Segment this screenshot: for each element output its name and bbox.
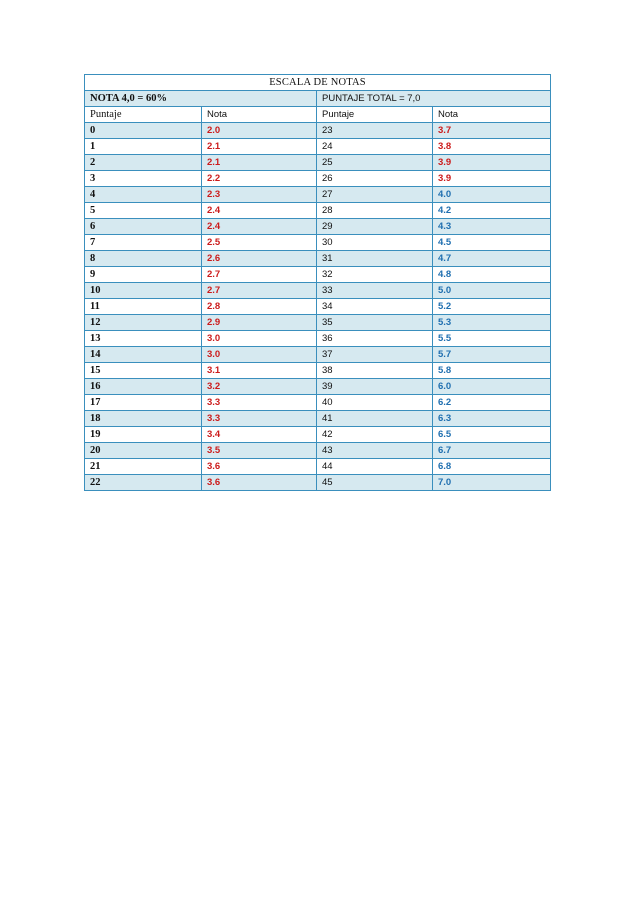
puntaje-cell-left: 20 (85, 443, 202, 459)
nota-cell-right: 6.2 (433, 395, 551, 411)
table-row (85, 379, 551, 395)
nota-cell-left: 2.0 (202, 123, 317, 139)
table-row (85, 219, 551, 235)
nota-cell-right: 7.0 (433, 475, 551, 491)
puntaje-cell-left: 3 (85, 171, 202, 187)
table-row (85, 475, 551, 491)
grade-scale-table (84, 74, 551, 491)
table-row (85, 123, 551, 139)
puntaje-cell-right: 43 (317, 443, 433, 459)
table-row (85, 171, 551, 187)
table-row (85, 315, 551, 331)
puntaje-cell-right: 32 (317, 267, 433, 283)
table-header-row (85, 107, 551, 123)
nota-cell-right: 6.3 (433, 411, 551, 427)
table-row (85, 155, 551, 171)
puntaje-cell-right: 44 (317, 459, 433, 475)
nota-cell-left: 3.0 (202, 347, 317, 363)
table-row (85, 267, 551, 283)
puntaje-cell-left: 2 (85, 155, 202, 171)
puntaje-cell-right: 26 (317, 171, 433, 187)
table-row (85, 427, 551, 443)
table-row (85, 331, 551, 347)
nota-cell-right: 6.7 (433, 443, 551, 459)
nota-cell-left: 2.2 (202, 171, 317, 187)
puntaje-cell-right: 35 (317, 315, 433, 331)
table-row (85, 395, 551, 411)
table-row (85, 187, 551, 203)
nota-cell-left: 3.5 (202, 443, 317, 459)
puntaje-cell-right: 33 (317, 283, 433, 299)
puntaje-cell-right: 36 (317, 331, 433, 347)
table-row (85, 283, 551, 299)
nota-cell-right: 6.8 (433, 459, 551, 475)
nota-cell-left: 2.8 (202, 299, 317, 315)
nota-cell-right: 3.9 (433, 171, 551, 187)
table-row (85, 443, 551, 459)
puntaje-cell-right: 41 (317, 411, 433, 427)
puntaje-cell-left: 22 (85, 475, 202, 491)
puntaje-cell-left: 6 (85, 219, 202, 235)
puntaje-cell-left: 13 (85, 331, 202, 347)
puntaje-cell-left: 19 (85, 427, 202, 443)
nota-cell-left: 2.1 (202, 139, 317, 155)
puntaje-cell-right: 45 (317, 475, 433, 491)
nota-cell-left: 3.4 (202, 427, 317, 443)
table-row (85, 139, 551, 155)
puntaje-cell-right: 38 (317, 363, 433, 379)
nota-cell-left: 3.1 (202, 363, 317, 379)
nota-cell-right: 5.5 (433, 331, 551, 347)
puntaje-cell-left: 15 (85, 363, 202, 379)
puntaje-cell-left: 10 (85, 283, 202, 299)
table-title: ESCALA DE NOTAS (85, 75, 551, 91)
table-title-row (85, 75, 551, 91)
puntaje-cell-left: 17 (85, 395, 202, 411)
puntaje-cell-right: 34 (317, 299, 433, 315)
nota-cell-left: 3.3 (202, 395, 317, 411)
nota-cell-right: 3.9 (433, 155, 551, 171)
table-row (85, 203, 551, 219)
puntaje-cell-right: 40 (317, 395, 433, 411)
puntaje-cell-right: 31 (317, 251, 433, 267)
nota-cell-left: 2.4 (202, 219, 317, 235)
puntaje-cell-left: 11 (85, 299, 202, 315)
puntaje-cell-left: 8 (85, 251, 202, 267)
nota-cell-right: 6.5 (433, 427, 551, 443)
nota-cell-right: 5.7 (433, 347, 551, 363)
table-info-row (85, 91, 551, 107)
nota-cell-left: 3.6 (202, 475, 317, 491)
table-body (85, 75, 551, 491)
puntaje-cell-left: 7 (85, 235, 202, 251)
nota-cell-left: 2.7 (202, 283, 317, 299)
total-score-info: PUNTAJE TOTAL = 7,0 (317, 91, 551, 107)
nota-cell-left: 3.6 (202, 459, 317, 475)
puntaje-cell-right: 29 (317, 219, 433, 235)
nota-cell-left: 3.0 (202, 331, 317, 347)
nota-cell-left: 3.3 (202, 411, 317, 427)
table-row (85, 459, 551, 475)
header-puntaje-left: Puntaje (85, 107, 202, 123)
puntaje-cell-left: 0 (85, 123, 202, 139)
nota-cell-right: 4.2 (433, 203, 551, 219)
header-nota-left: Nota (202, 107, 317, 123)
puntaje-cell-left: 12 (85, 315, 202, 331)
puntaje-cell-right: 25 (317, 155, 433, 171)
nota-cell-left: 2.5 (202, 235, 317, 251)
puntaje-cell-right: 24 (317, 139, 433, 155)
nota-cell-right: 4.5 (433, 235, 551, 251)
nota-cell-left: 2.1 (202, 155, 317, 171)
header-nota-right: Nota (433, 107, 551, 123)
nota-cell-left: 2.7 (202, 267, 317, 283)
puntaje-cell-left: 21 (85, 459, 202, 475)
nota-cell-right: 4.3 (433, 219, 551, 235)
puntaje-cell-right: 42 (317, 427, 433, 443)
puntaje-cell-right: 27 (317, 187, 433, 203)
puntaje-cell-right: 37 (317, 347, 433, 363)
nota-cell-right: 5.8 (433, 363, 551, 379)
header-puntaje-right: Puntaje (317, 107, 433, 123)
table-row (85, 363, 551, 379)
table-row (85, 251, 551, 267)
puntaje-cell-right: 30 (317, 235, 433, 251)
nota-cell-right: 5.0 (433, 283, 551, 299)
puntaje-cell-right: 39 (317, 379, 433, 395)
puntaje-cell-right: 23 (317, 123, 433, 139)
nota-cell-left: 3.2 (202, 379, 317, 395)
puntaje-cell-left: 4 (85, 187, 202, 203)
table-row (85, 411, 551, 427)
nota-cell-right: 4.8 (433, 267, 551, 283)
table-row (85, 235, 551, 251)
passing-grade-info: NOTA 4,0 = 60% (85, 91, 317, 107)
nota-cell-left: 2.3 (202, 187, 317, 203)
puntaje-cell-left: 9 (85, 267, 202, 283)
nota-cell-right: 6.0 (433, 379, 551, 395)
nota-cell-left: 2.4 (202, 203, 317, 219)
puntaje-cell-right: 28 (317, 203, 433, 219)
nota-cell-right: 3.7 (433, 123, 551, 139)
puntaje-cell-left: 18 (85, 411, 202, 427)
table-row (85, 299, 551, 315)
nota-cell-right: 3.8 (433, 139, 551, 155)
nota-cell-right: 5.3 (433, 315, 551, 331)
puntaje-cell-left: 1 (85, 139, 202, 155)
nota-cell-right: 4.7 (433, 251, 551, 267)
puntaje-cell-left: 5 (85, 203, 202, 219)
nota-cell-right: 5.2 (433, 299, 551, 315)
puntaje-cell-left: 14 (85, 347, 202, 363)
nota-cell-left: 2.9 (202, 315, 317, 331)
nota-cell-right: 4.0 (433, 187, 551, 203)
puntaje-cell-left: 16 (85, 379, 202, 395)
table-row (85, 347, 551, 363)
nota-cell-left: 2.6 (202, 251, 317, 267)
